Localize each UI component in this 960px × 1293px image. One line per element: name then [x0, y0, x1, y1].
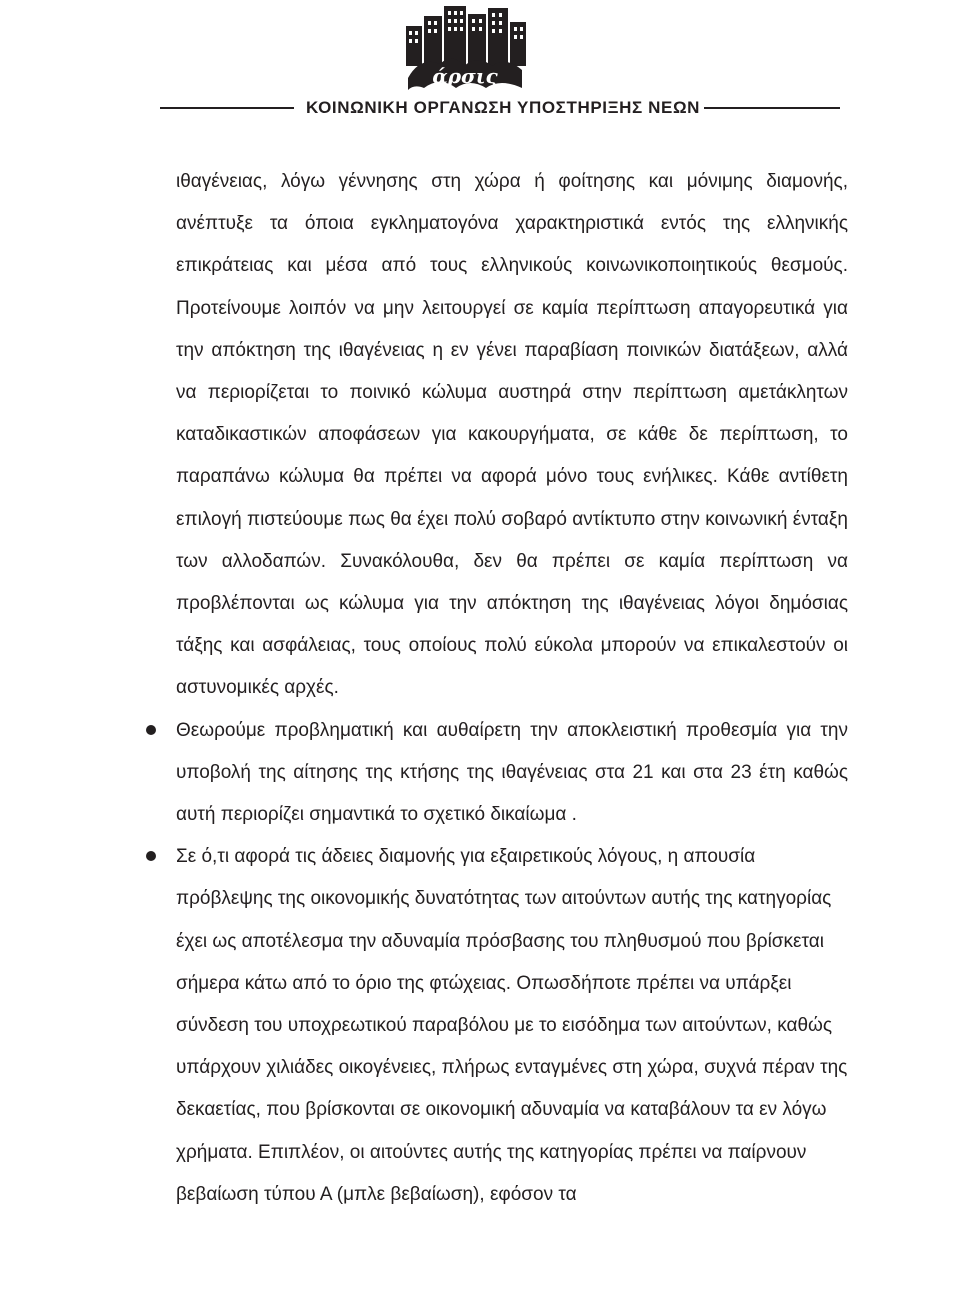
bullet-icon: [146, 725, 156, 735]
organization-line: [160, 96, 840, 120]
header-rule-left: [160, 107, 294, 109]
organization-name: ΚΟΙΝΩΝΙΚΗ ΟΡΓΑΝΩΣΗ ΥΠΟΣΤΗΡΙΞΗΣ ΝΕΩΝ: [306, 98, 701, 117]
bullet-item-deadline: [176, 710, 848, 837]
bullet-text: Σε ό,τι αφορά τις άδειες διαμονής για εξαιρετικούς λόγους, η απουσία πρόβλεψης της οικονομικής δυνατότητας των αιτούντων αυτής της κατηγορίας έχει ως αποτέλεσμα την αδυναμία πρόσβασης του πληθυσμού που βρίσκεται σήμερα κάτω από το όριο της φτώχειας. Οπωσδήποτε πρέπει να υπάρξει σύνδεση του υποχρεωτικού παραβόλου με το εισόδημα των αιτούντων, καθώς υπάρχουν χιλιάδες οικογένειες, πλήρως ενταγμένες στη χώρα, συχνά πέραν της δεκαετίας, που βρίσκονται σε οικονομική αδυναμία να καταβάλουν τα εν λόγω χρήματα. Επιπλέον, οι αιτούντες αυτής της κατηγορίας πρέπει να παίρνουν βεβαίωση τύπου Α (μπλε βεβαίωση), εφόσον τα: [176, 846, 848, 1205]
bullet-text: Θεωρούμε προβληματική και αυθαίρετη την αποκλειστική προθεσμία για την υποβολή της αίτησης της κτήσης της ιθαγένειας στα 21 και στα 23 έτη καθώς αυτή περιορίζει σημαντικά το σχετικό δικαίωμα .: [176, 719, 848, 826]
letterhead: [0, 0, 960, 140]
bullet-icon: [146, 851, 156, 861]
body-paragraph: ιθαγένειας, λόγω γέννησης στη χώρα ή φοίτησης και μόνιμης διαμονής, ανέπτυξε τα όποια εγκληματογόνα χαρακτηριστικά εντός της ελληνικής επικράτειας και μέσα από τους ελληνικούς κοινωνικοποιητικούς θεσμούς. Προτείνουμε λοιπόν να μην λειτουργεί σε καμία περίπτωση απαγορευτικά για την απόκτηση της ιθαγένειας η εν γένει παραβίαση ποινικών διατάξεων, αλλά να περιορίζεται το ποινικό κώλυμα αυστηρά στην περίπτωση αμετάκλητων καταδικαστικών αποφάσεων για κακουργήματα, σε κάθε δε περίπτωση, το παραπάνω κώλυμα θα πρέπει να αφορά μόνο τους ενήλικες. Κάθε αντίθετη επιλογή πιστεύουμε πως θα έχει πολύ σοβαρό αντίκτυπο στην κοινωνική ένταξη των αλλοδαπών. Συνακόλουθα, δεν θα πρέπει σε καμία περίπτωση να προβλέπονται ως κώλυμα για την απόκτηση της ιθαγένειας λόγοι δημόσιας τάξης και ασφάλειας, τους οποίους πολύ εύκολα μπορούν να επικαλεστούν οι αστυνομικές αρχές.: [176, 171, 848, 699]
document-body: [176, 161, 848, 1216]
arsis-logo: [400, 4, 530, 96]
header-rule-right: [704, 107, 840, 109]
bullet-item-residence-permits: [176, 836, 848, 1216]
svg-text:άρσις: άρσις: [432, 64, 498, 88]
